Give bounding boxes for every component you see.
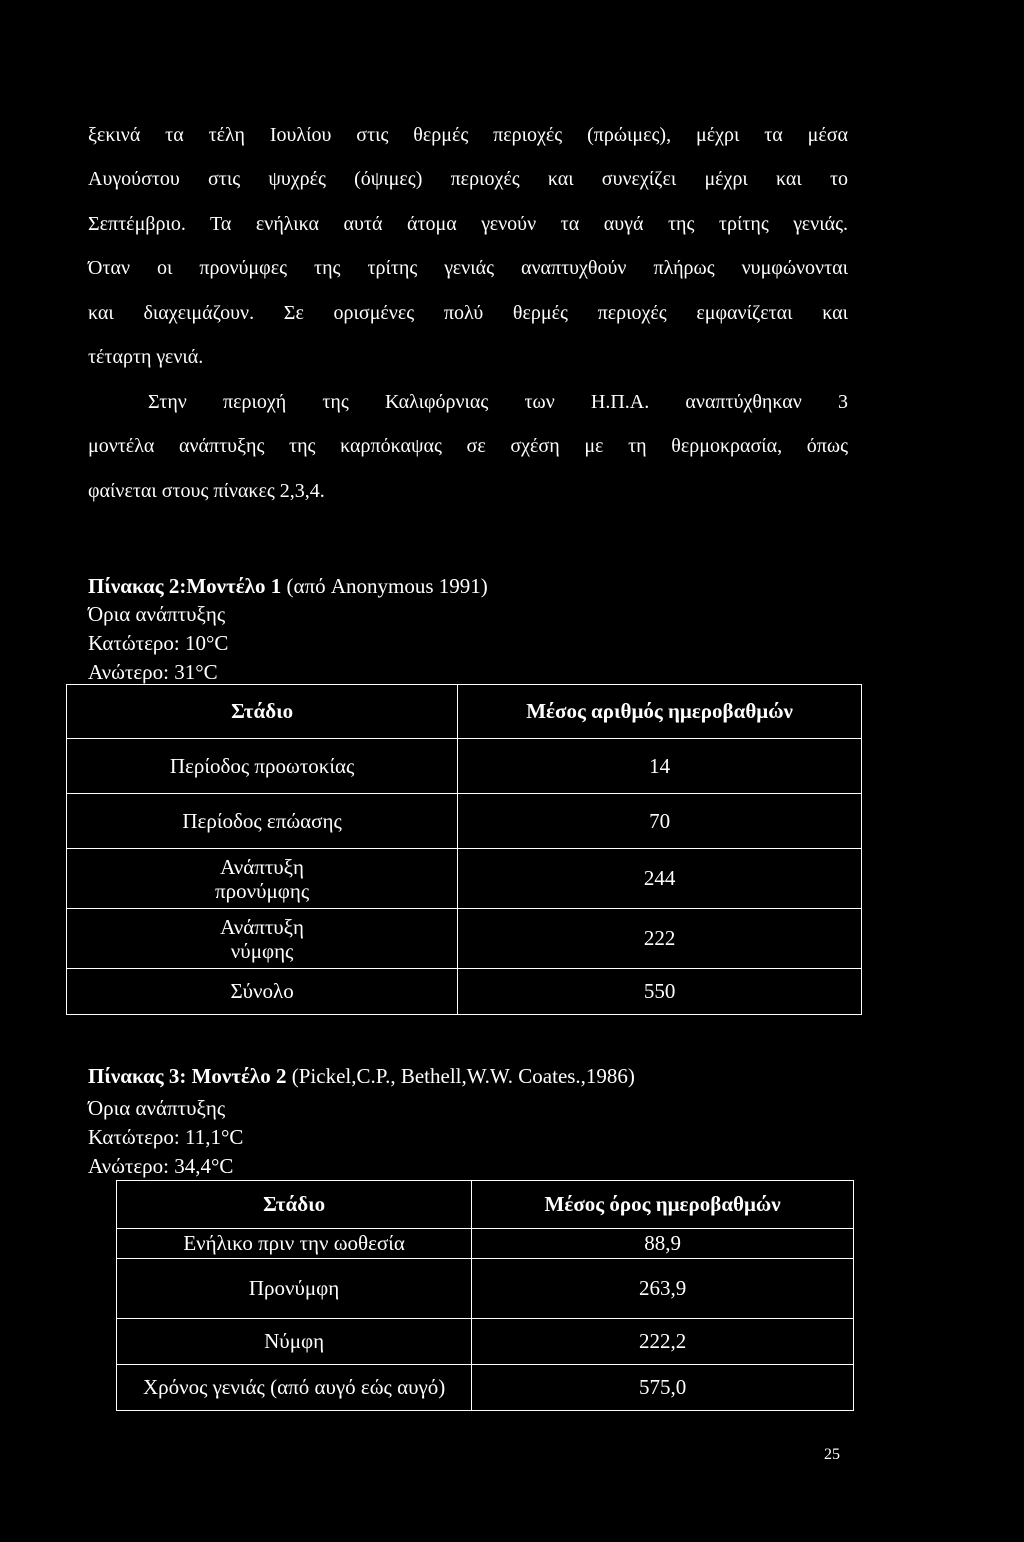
table-row (67, 849, 862, 909)
text-line: τέταρτη γενιά. (88, 346, 204, 368)
stage-line: προνύμφης (215, 878, 310, 903)
stage-line: Ανάπτυξη (220, 914, 305, 939)
text-line: Όταν οι προνύμφες της τρίτης γενιάς αναπτυχθούν πλήρως νυμφώνονται (88, 257, 848, 279)
limits-title: Όρια ανάπτυξης (88, 1096, 226, 1120)
stage-cell: Προνύμφη (117, 1259, 472, 1319)
limits-title: Όρια ανάπτυξης (88, 602, 226, 626)
text-line: ξεκινά τα τέλη Ιουλίου στις θερμές περιοχές (πρώιμες), μέχρι τα μέσα (88, 124, 848, 146)
table-row (67, 969, 862, 1015)
table-2 (66, 684, 862, 1015)
header-degree-days: Μέσος όρος ημεροβαθμών (472, 1181, 854, 1229)
value-cell: 88,9 (472, 1229, 854, 1259)
text-line: Αυγούστου στις ψυχρές (όψιμες) περιοχές και συνεχίζει μέχρι και το (88, 168, 848, 190)
text-line: μοντέλα ανάπτυξης της καρπόκαψας σε σχέση με τη θερμοκρασία, όπως (88, 435, 848, 457)
value-cell: 244 (458, 849, 862, 909)
text-line: και διαχειμάζουν. Σε ορισμένες πολύ θερμές περιοχές εμφανίζεται και (88, 302, 848, 324)
table-3 (116, 1180, 854, 1411)
stage-cell (67, 909, 458, 969)
text-line: φαίνεται στους πίνακες 2,3,4. (88, 480, 325, 502)
stage-cell: Ενήλικο πριν την ωοθεσία (117, 1229, 472, 1259)
value-cell: 575,0 (472, 1365, 854, 1411)
upper-limit: Ανώτερο: 34,4°C (88, 1154, 234, 1178)
stage-cell: Σύνολο (67, 969, 458, 1015)
table-row (117, 1259, 854, 1319)
value-cell: 550 (458, 969, 862, 1015)
table-row (67, 739, 862, 794)
table-header-row (67, 685, 862, 739)
stage-cell: Περίοδος επώασης (67, 794, 458, 849)
table-row (117, 1229, 854, 1259)
header-stage: Στάδιο (67, 685, 458, 739)
value-cell: 14 (458, 739, 862, 794)
text-line: Στην περιοχή της Καλιφόρνιας των Η.Π.Α. αναπτύχθηκαν 3 (148, 391, 848, 413)
header-stage: Στάδιο (117, 1181, 472, 1229)
table-3-caption (88, 1064, 635, 1089)
value-cell: 263,9 (472, 1259, 854, 1319)
stage-cell: Περίοδος προωτοκίας (67, 739, 458, 794)
table-3-limits (88, 1094, 243, 1181)
text-line: Σεπτέμβριο. Τα ενήλικα αυτά άτομα γενούν τα αυγά της τρίτης γενιάς. (88, 213, 848, 235)
table-3-caption-source: (Pickel,C.P., Bethell,W.W. Coates.,1986) (286, 1064, 635, 1088)
table-row (67, 794, 862, 849)
header-degree-days: Μέσος αριθμός ημεροβαθμών (458, 685, 862, 739)
table-2-caption-bold: Πίνακας 2:Μοντέλο 1 (88, 574, 282, 598)
table-row (117, 1365, 854, 1411)
stage-cell: Χρόνος γενιάς (από αυγό εώς αυγό) (117, 1365, 472, 1411)
table-header-row (117, 1181, 854, 1229)
table-2-caption (88, 574, 488, 599)
table-3-caption-bold: Πίνακας 3: Μοντέλο 2 (88, 1064, 287, 1088)
stage-line: νύμφης (230, 938, 294, 963)
stage-line: Ανάπτυξη (220, 854, 305, 879)
table-2-caption-source: (από Anonymous 1991) (281, 574, 488, 598)
upper-limit: Ανώτερο: 31°C (88, 660, 218, 684)
value-cell: 222,2 (472, 1319, 854, 1365)
lower-limit: Κατώτερο: 11,1°C (88, 1125, 244, 1149)
stage-cell (67, 849, 458, 909)
table-row (67, 909, 862, 969)
table-2-limits (88, 600, 228, 687)
value-cell: 70 (458, 794, 862, 849)
value-cell: 222 (458, 909, 862, 969)
stage-cell: Νύμφη (117, 1319, 472, 1365)
page-number: 25 (824, 1446, 840, 1463)
table-row (117, 1319, 854, 1365)
lower-limit: Κατώτερο: 10°C (88, 631, 229, 655)
